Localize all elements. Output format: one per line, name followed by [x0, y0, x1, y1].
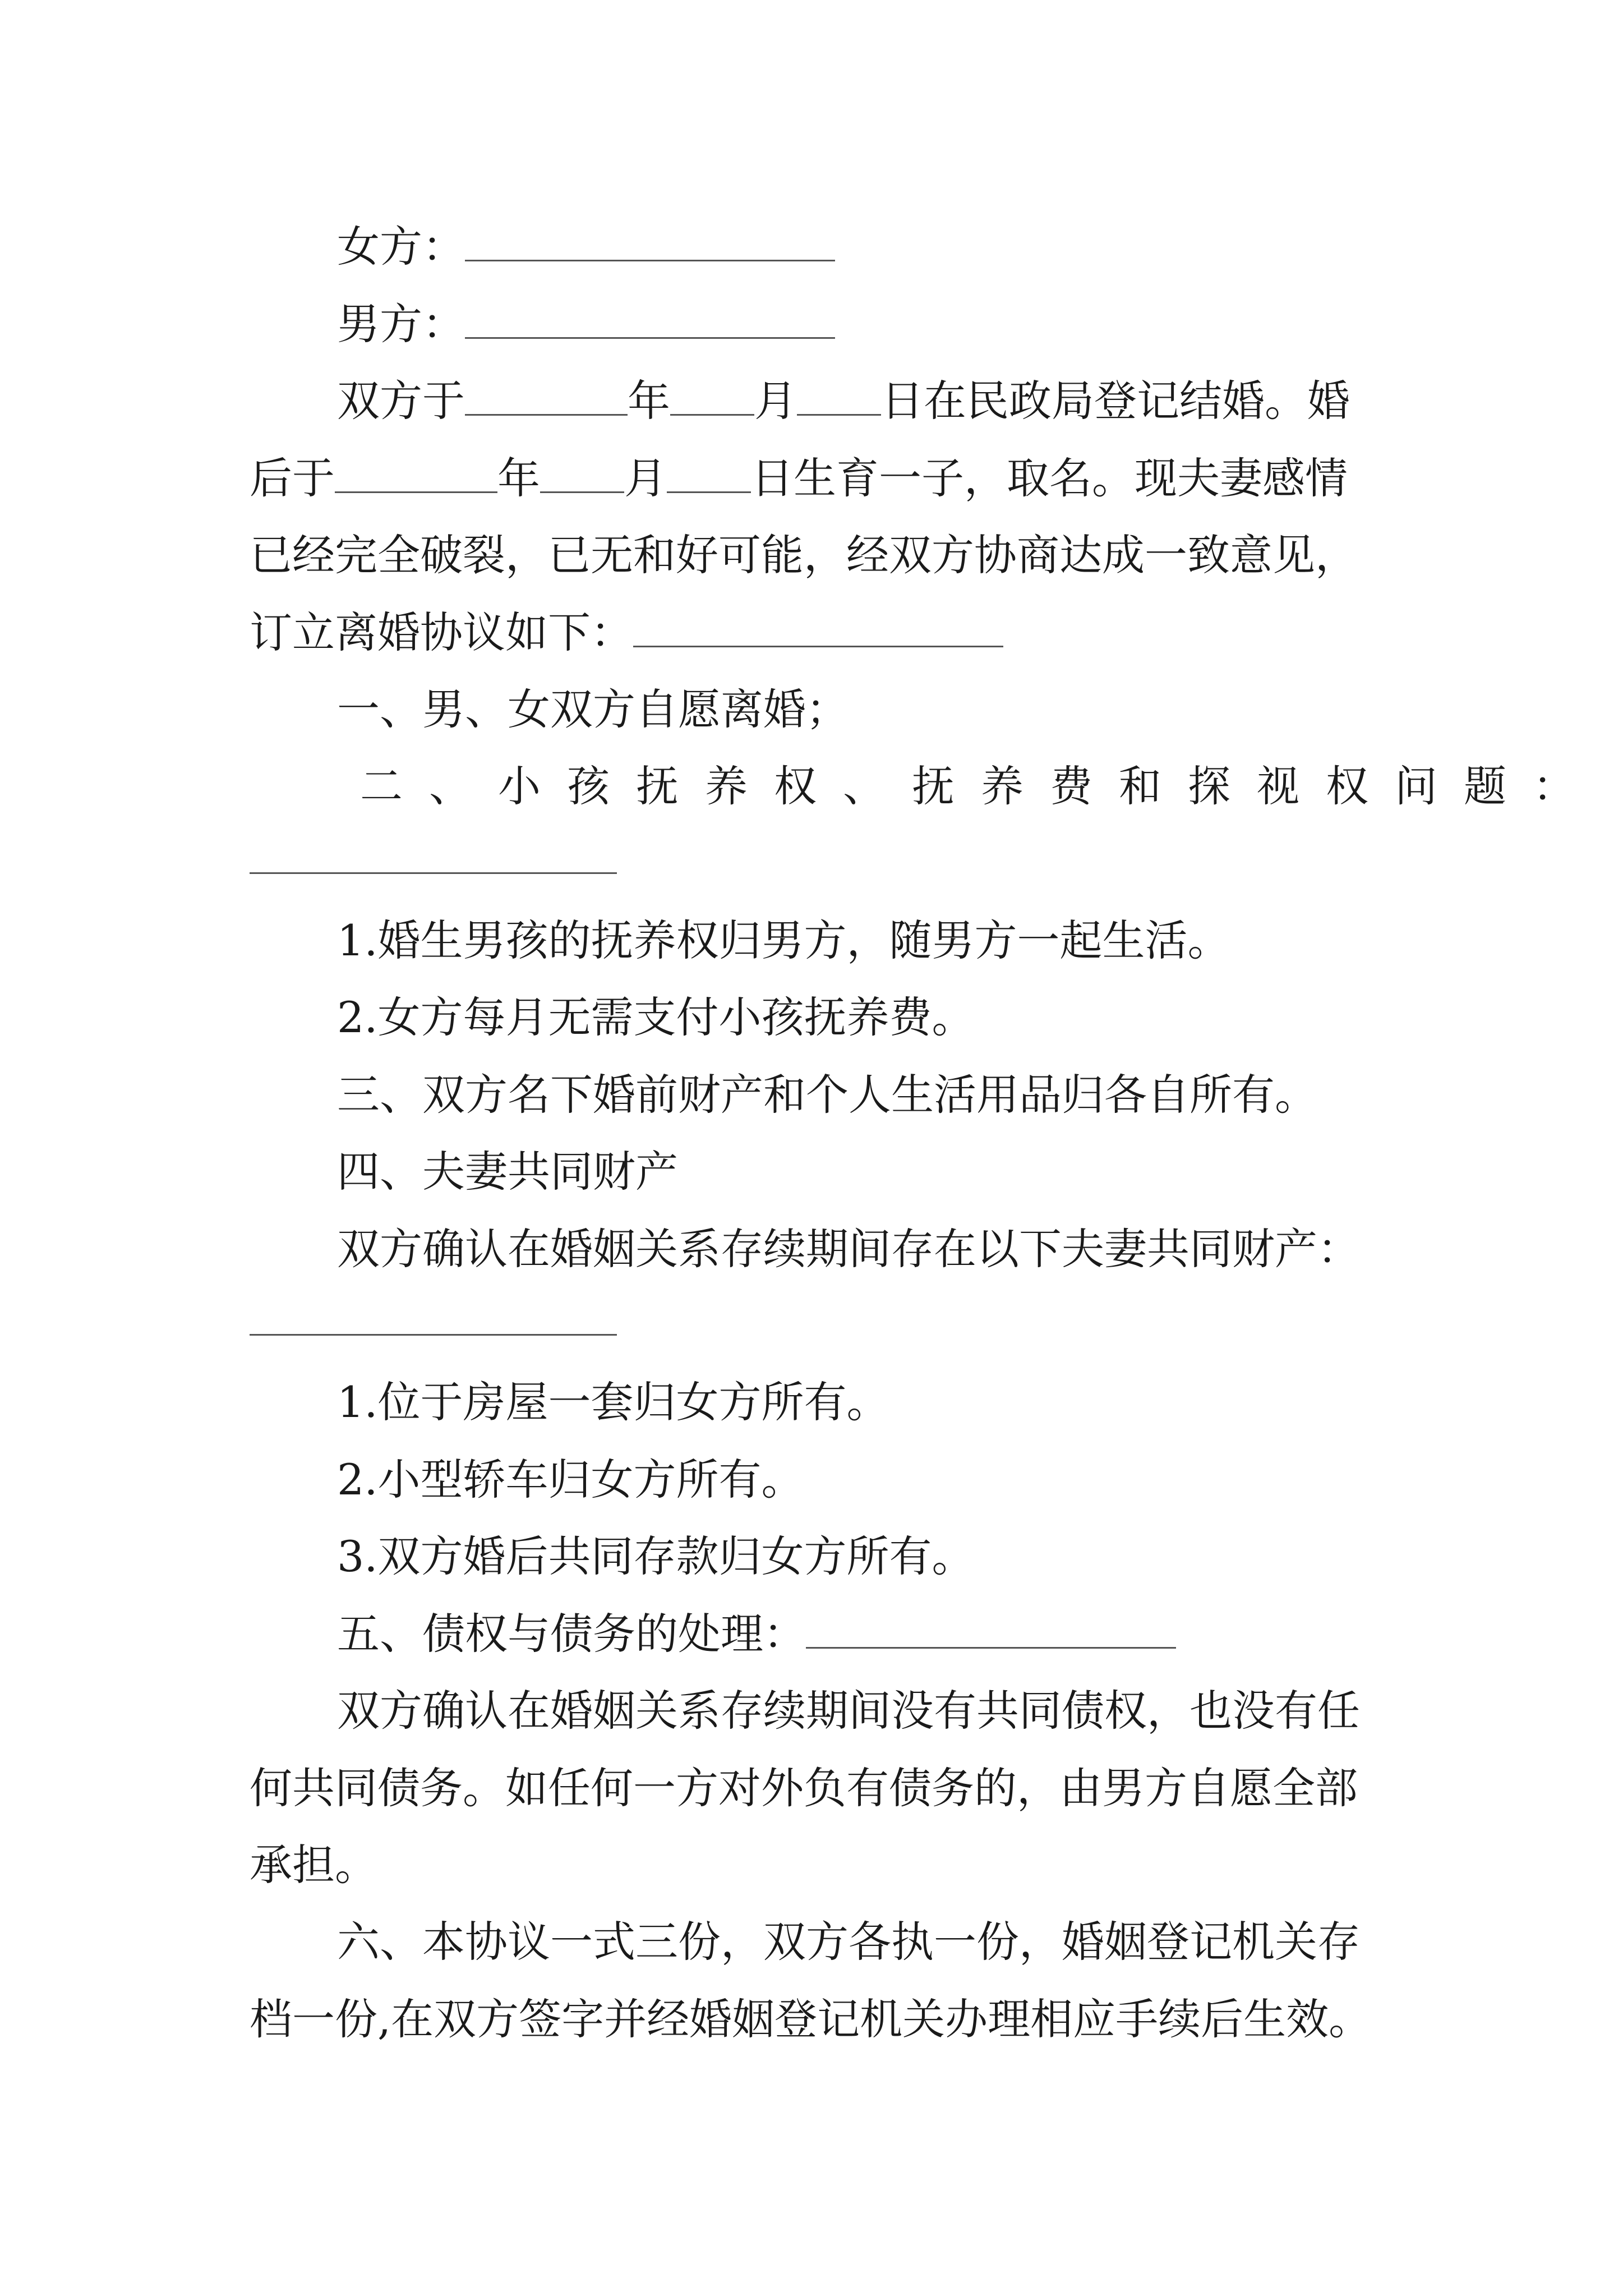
clause-4-intro: 双方确认在婚姻关系存续期间存在以下夫妻共同财产： — [337, 1224, 1360, 1274]
text-segment: 订立离婚协议如下： — [250, 608, 633, 657]
day-blank — [667, 452, 751, 493]
blank-line — [633, 606, 1003, 647]
text-segment: 双方于 — [337, 376, 465, 426]
clause-5-heading-line — [337, 1606, 1176, 1662]
male-name-blank — [465, 298, 835, 339]
female-label: 女方： — [337, 222, 465, 272]
text-segment: 月 — [624, 453, 667, 503]
text-segment: 日在民政局登记结婚。婚 — [881, 376, 1350, 426]
clause-4-1: 1.位于房屋一套归女方所有。 — [337, 1377, 889, 1427]
birth-date-line — [250, 450, 1348, 507]
clause-4-2: 2.小型轿车归女方所有。 — [337, 1455, 804, 1504]
male-party-line — [337, 296, 835, 352]
blank-line — [250, 1334, 617, 1336]
clause-4-heading: 四、夫妻共同财产 — [337, 1147, 678, 1197]
year-blank — [335, 452, 497, 493]
paragraph-line: 何共同债务。如任何一方对外负有债务的，由男方自愿全部 — [250, 1763, 1358, 1813]
agreement-intro-line — [250, 605, 1003, 661]
text-segment: 日生育一子，取名。现夫妻感情 — [751, 453, 1348, 503]
paragraph-line: 双方确认在婚姻关系存续期间没有共同债权，也没有任 — [337, 1686, 1360, 1736]
clause-1: 一、男、女双方自愿离婚； — [337, 684, 849, 734]
month-blank — [670, 375, 754, 416]
blank-line — [806, 1608, 1176, 1649]
clause-5-heading: 五、债权与债务的处理： — [337, 1609, 806, 1659]
clause-3: 三、双方名下婚前财产和个人生活用品归各自所有。 — [337, 1070, 1317, 1120]
clause-4-3: 3.双方婚后共同存款归女方所有。 — [337, 1531, 975, 1581]
paragraph-line: 六、本协议一式三份，双方各执一份，婚姻登记机关存 — [337, 1917, 1360, 1967]
day-blank — [797, 375, 881, 416]
female-party-line — [337, 219, 835, 275]
clause-2-heading: 二、小孩抚养权、抚养费和探视权问题： — [360, 761, 1602, 811]
text-segment: 后于 — [250, 453, 335, 503]
text-segment: 月 — [754, 376, 797, 426]
text-segment: 年 — [497, 453, 540, 503]
year-blank — [465, 375, 628, 416]
paragraph-line: 承担。 — [250, 1840, 377, 1890]
marriage-date-line — [337, 373, 1350, 429]
clause-2-1: 1.婚生男孩的抚养权归男方，随男方一起生活。 — [337, 915, 1230, 965]
paragraph-line: 档一份,在双方签字并经婚姻登记机关办理相应手续后生效。 — [250, 1994, 1372, 2044]
month-blank — [540, 452, 624, 493]
blank-line — [250, 872, 617, 874]
female-name-blank — [465, 220, 835, 261]
paragraph-line: 已经完全破裂，已无和好可能，经双方协商达成一致意见， — [250, 530, 1358, 580]
male-label: 男方： — [337, 299, 465, 349]
text-segment: 年 — [628, 376, 670, 426]
clause-2-2: 2.女方每月无需支付小孩抚养费。 — [337, 992, 975, 1042]
